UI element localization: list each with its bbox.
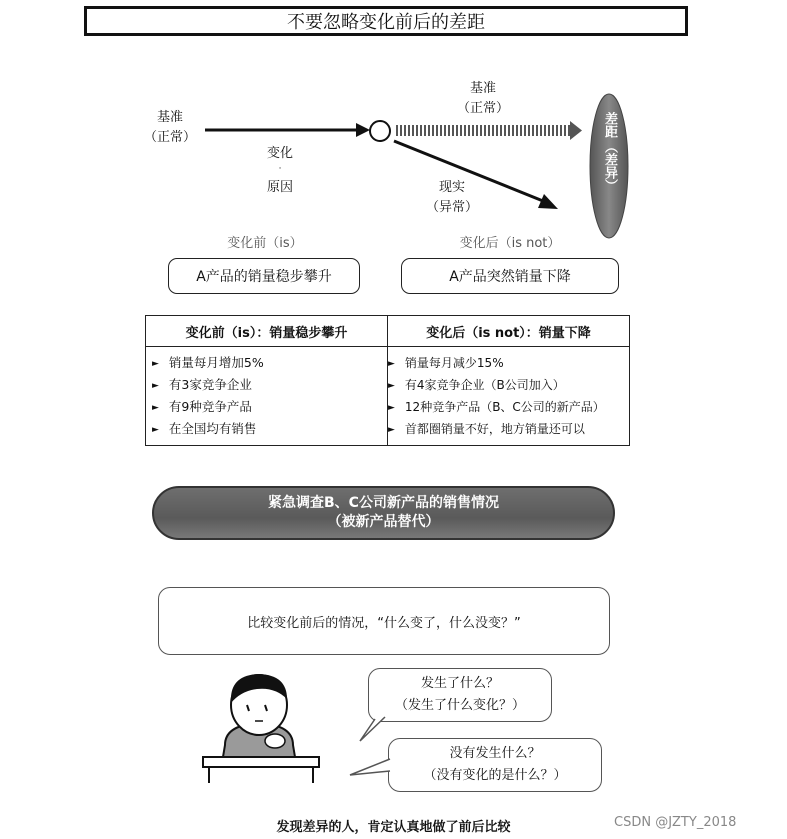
thinking-person-illustration [195, 665, 335, 785]
baseline-left-label: 基准 （正常） [143, 110, 196, 145]
compare-prompt-box: 比较变化前后的情况，“什么变了，什么没变？” [158, 587, 610, 655]
list-item: ► 12种竞争产品（B、C公司的新产品） [388, 397, 623, 419]
list-item: ► 有9种竞争产品 [152, 397, 381, 419]
list-item: ► 在全国均有销售 [152, 419, 381, 441]
gap-label: 差距 （差异） [602, 112, 617, 192]
question-bubble-1: 发生了什么？ （发生了什么变化？） [368, 668, 552, 722]
bubble-1-tail [355, 715, 395, 745]
reality-arrowhead [538, 194, 558, 209]
change-point [370, 121, 390, 141]
normal-trend-arrow [394, 125, 570, 136]
list-item: ► 有3家竞争企业 [152, 375, 381, 397]
comparison-table [145, 315, 630, 446]
list-item: ► 销量每月增加5% [152, 353, 381, 375]
baseline-right-label: 基准 （正常） [456, 81, 509, 116]
desk-top [203, 757, 319, 767]
after-state-box: A产品突然销量下降 [401, 258, 619, 294]
list-item: ► 有4家竞争企业（B公司加入） [388, 375, 623, 397]
after-label: 变化后（is not） [459, 236, 561, 251]
cause-label: 变化 · 原因 [266, 146, 293, 195]
normal-trend-arrowhead [570, 121, 582, 140]
table-header-before: 变化前（is）：销量稳步攀升 [146, 316, 388, 347]
list-item: ► 首都圈销量不好，地方销量还可以 [388, 419, 623, 441]
investigation-banner: 紧急调查B、C公司新产品的销售情况 （被新产品替代） [152, 486, 615, 540]
baseline-arrowhead [356, 123, 370, 137]
before-label: 变化前（is） [227, 236, 303, 251]
list-item: ► 销量每月减少15% [388, 353, 623, 375]
reality-label: 现实 （异常） [425, 180, 478, 215]
page-title: 不要忽略变化前后的差距 [84, 6, 688, 36]
bubble-2-tail [348, 755, 393, 780]
person-hand [265, 734, 285, 748]
change-diagram [0, 0, 787, 240]
after-list [388, 347, 630, 446]
watermark: CSDN @JZTY_2018 [614, 815, 737, 830]
before-state-box: A产品的销量稳步攀升 [168, 258, 360, 294]
before-list [146, 347, 388, 446]
bottom-caption: 发现差异的人，肯定认真地做了前后比较 [276, 820, 511, 835]
table-header-after: 变化后（is not）：销量下降 [388, 316, 630, 347]
question-bubble-2: 没有发生什么？ （没有变化的是什么？） [388, 738, 602, 792]
